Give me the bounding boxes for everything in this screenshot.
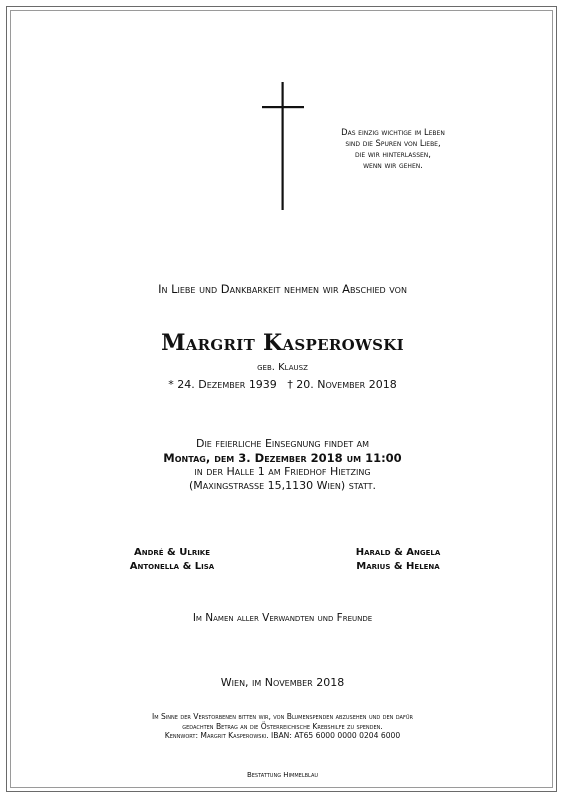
ceremony-line: (Maxingstrasse 15,1130 Wien) statt. (188, 479, 377, 492)
poem (318, 127, 468, 171)
family-left (107, 546, 237, 574)
notice-line: gedachten Betrag an die Österreichische Krebshilfe zu spenden. (182, 721, 383, 731)
poem-line: sind die Spuren von Liebe, (345, 138, 441, 148)
family-names: Antonella & Lisa (129, 561, 215, 572)
ceremony-info (0, 437, 565, 493)
intro-text: In Liebe und Dankbarkeit nehmen wir Abschied von (158, 282, 407, 296)
notice-line: Kennwort: Margrit Kasperowski. IBAN: AT65 6000 0000 0204 6000 (164, 731, 401, 740)
born-name: geb. Klausz (257, 362, 308, 373)
place-date: Wien, im November 2018 (220, 676, 345, 689)
poem-line: Das einzig wichtige im Leben (341, 127, 445, 137)
deceased-name: Margrit Kasperowski (161, 330, 404, 356)
cross-icon (262, 82, 304, 210)
funeral-home: Bestattung Himmelblau (246, 771, 319, 779)
family-names: Marius & Helena (356, 561, 440, 572)
family-names: Harald & Angela (355, 547, 441, 558)
ceremony-line: in der Halle 1 am Friedhof Hietzing (194, 465, 371, 478)
family-names: André & Ulrike (133, 547, 211, 558)
birth-date: * 24. Dezember 1939 (168, 378, 277, 391)
ceremony-line: Die feierliche Einsegnung findet am (195, 437, 370, 450)
ceremony-date: Montag, dem 3. Dezember 2018 um 11:00 (163, 451, 402, 465)
notice-line: Im Sinne der Verstorbenen bitten wir, von Blumenspenden abzusehen und den dafür (152, 712, 413, 721)
relatives-text: Im Namen aller Verwandten und Freunde (192, 612, 373, 624)
donation-notice (0, 712, 565, 741)
life-dates (0, 378, 565, 391)
family-right (328, 546, 468, 574)
death-date: † 20. November 2018 (287, 378, 397, 391)
poem-line: die wir hinterlassen, (355, 149, 431, 159)
poem-line: wenn wir gehen. (363, 160, 423, 170)
